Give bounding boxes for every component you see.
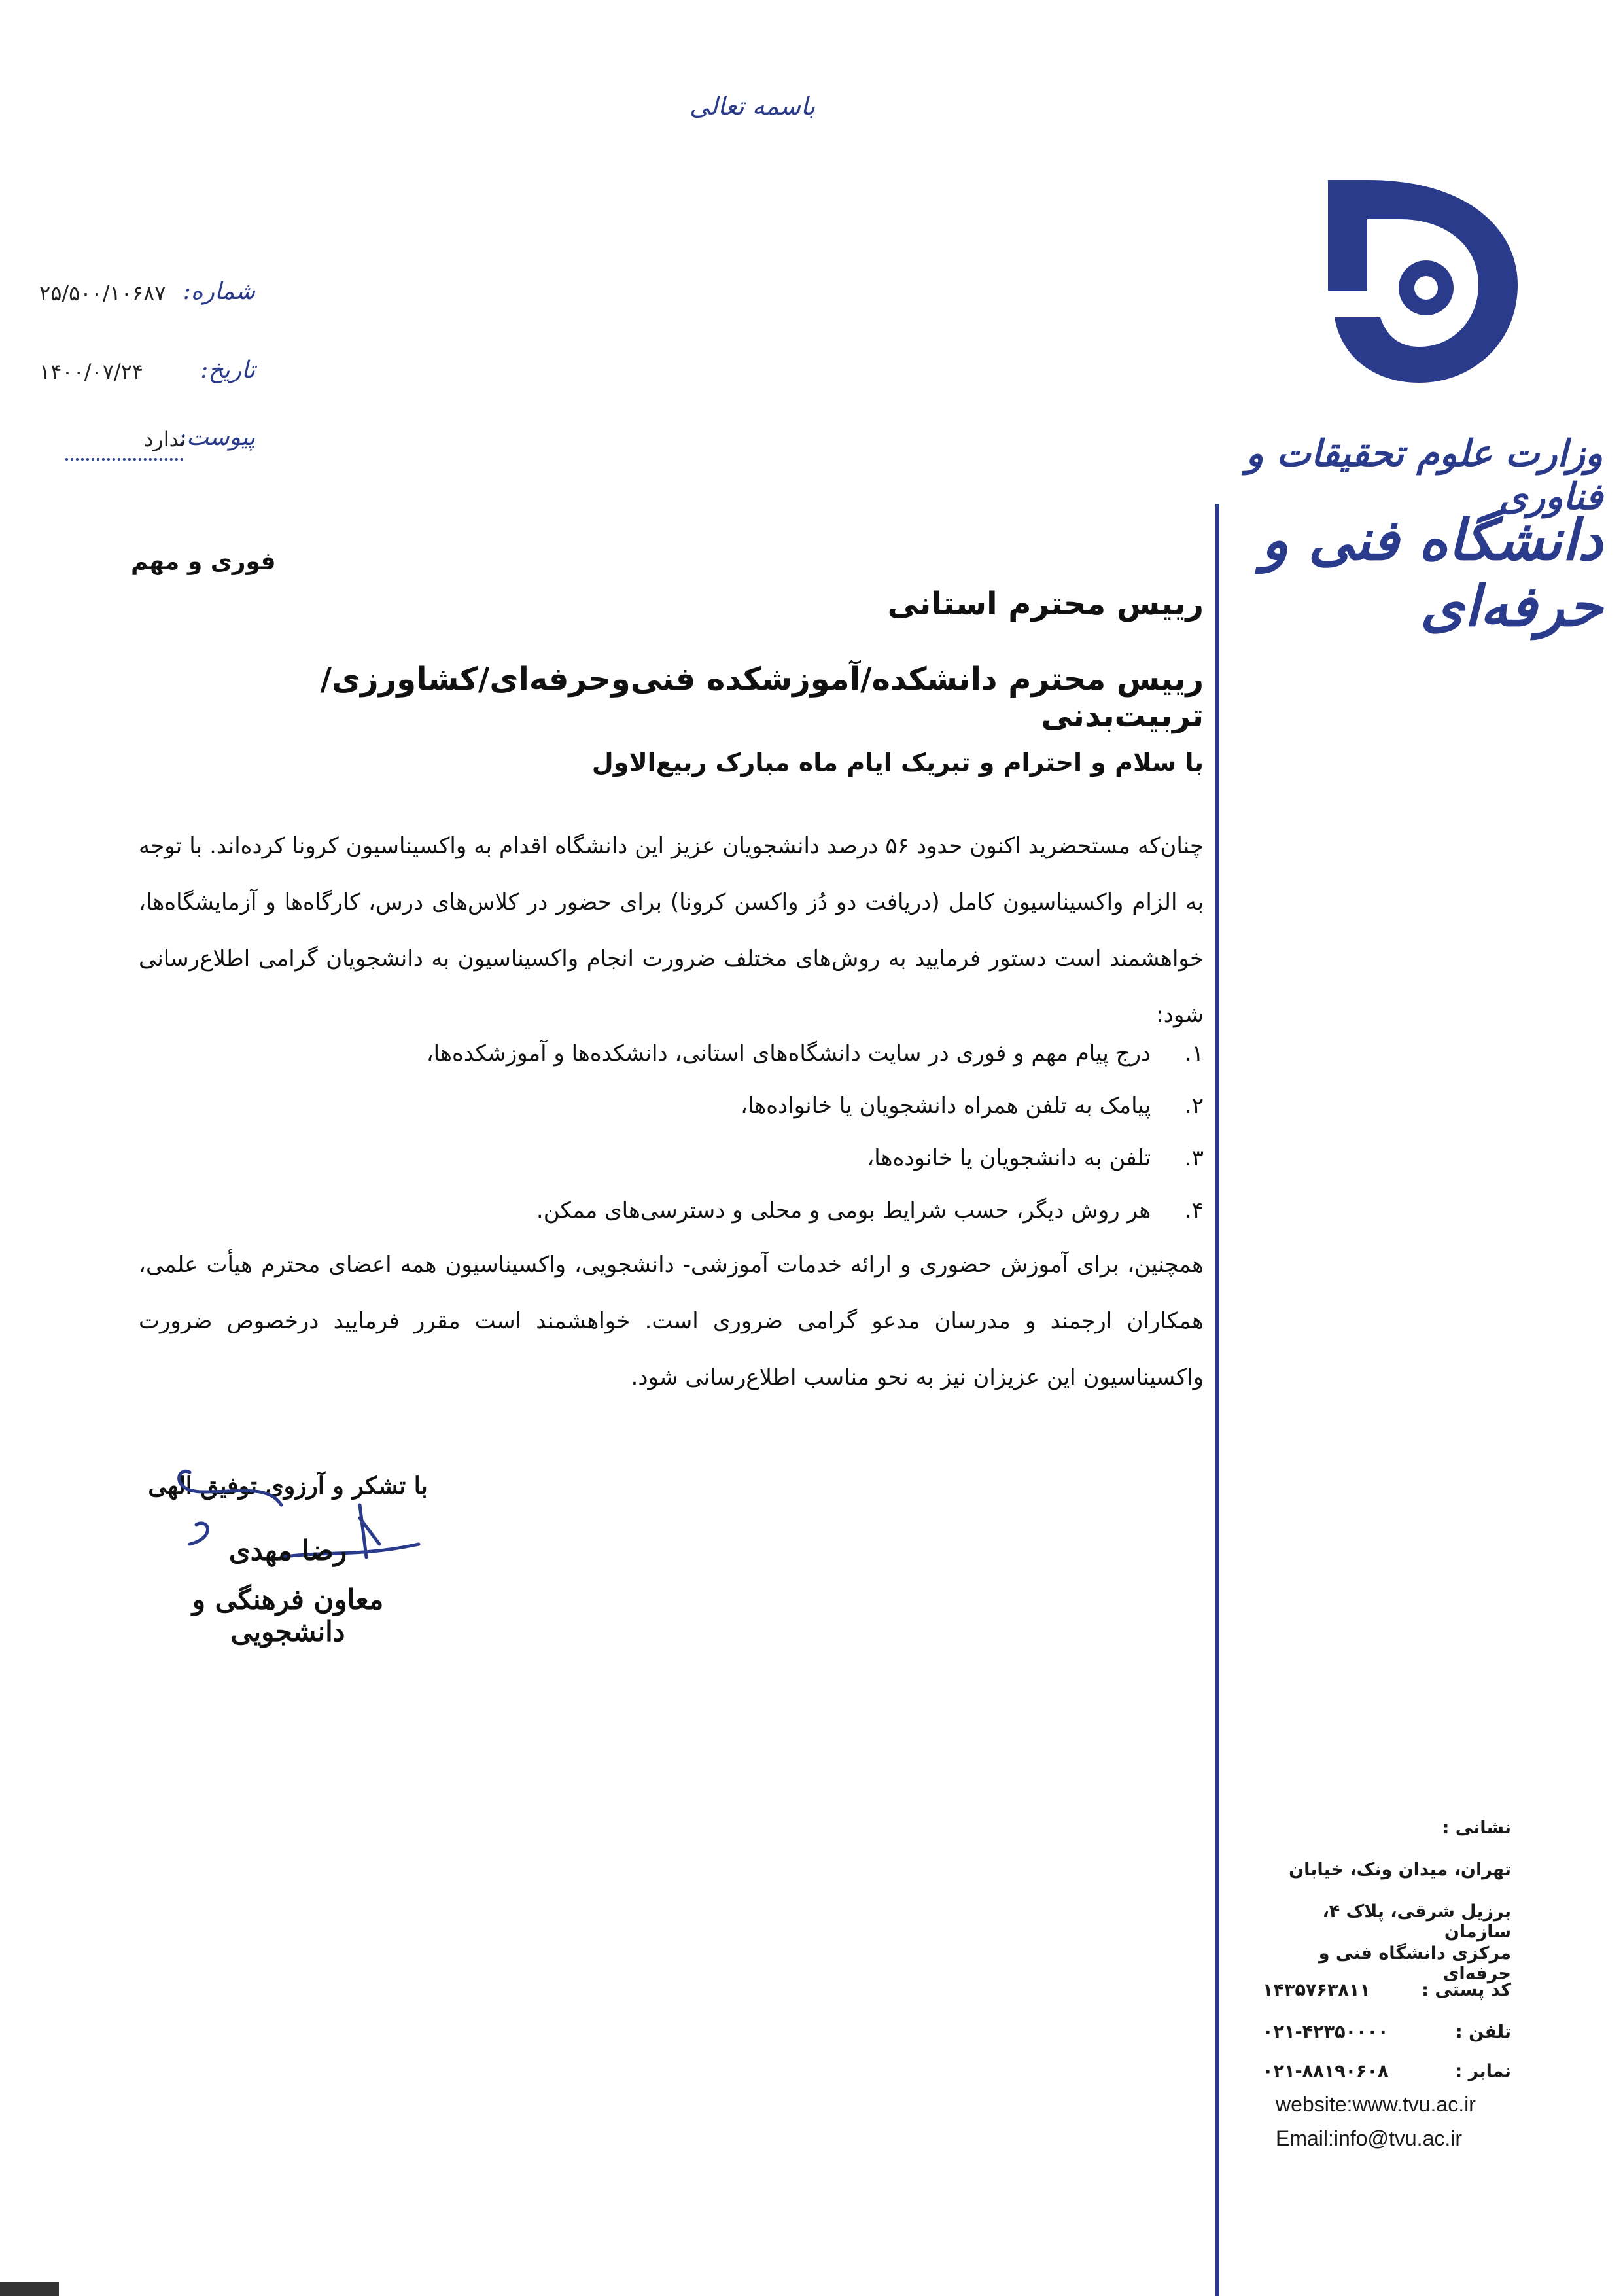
fax-label: نمابر : <box>1455 2061 1511 2081</box>
postal-value: ۱۴۳۵۷۶۳۸۱۱ <box>1263 1980 1370 2000</box>
closing-line: با تشکر و آرزوی توفیق الهی <box>148 1472 428 1500</box>
fax-row <box>1263 2061 1511 2087</box>
list-item-text: پیامک به تلفن همراه دانشجویان یا خانواده‌ها، <box>740 1093 1151 1119</box>
number-value: ۲۵/۵۰۰/۱۰۶۸۷ <box>39 281 166 306</box>
paragraph-faculty-vaccination: همچنین، برای آموزش حضوری و ارائه خدمات آموزشی- دانشجویی، واکسیناسیون همه اعضای محترم هیأت علمی، همکاران ارجمند و مدرسان مدعو گرامی ضروری است. خواهشمند است مقرر فرمایید درخصوص ضرورت واکسیناسیون این عزیزان نیز به نحو مناسب اطلاع‌رسانی شود. <box>139 1252 1204 1390</box>
phone-label: تلفن : <box>1455 2022 1511 2042</box>
signatory-name: رضا مهدی <box>228 1534 347 1566</box>
list-item-text: هر روش دیگر، حسب شرایط بومی و محلی و دسترسی‌های ممکن. <box>536 1197 1151 1224</box>
letter-date-row <box>39 357 255 396</box>
address-label: نشانی : <box>1442 1818 1511 1838</box>
letter-attachment-row <box>39 424 255 463</box>
postal-code-row <box>1263 1980 1511 2006</box>
letter-number-row <box>39 278 255 317</box>
list-item-number: ۴. <box>1184 1197 1204 1224</box>
list-item <box>262 1132 1204 1184</box>
list-item-text: تلفن به دانشجویان یا خانوده‌ها، <box>867 1145 1151 1171</box>
number-label: شماره: <box>183 278 255 305</box>
list-item-number: ۲. <box>1184 1093 1204 1119</box>
list-item <box>262 1027 1204 1080</box>
recipient-faculties: رییس محترم دانشکده/آموزشکده فنی‌وحرفه‌ای/کشاورزی/تربیت‌بدنی <box>320 661 1204 734</box>
address-line-3: مرکزی دانشگاه فنی و حرفه‌ای <box>1318 1943 1511 1984</box>
phone-row <box>1263 2022 1511 2048</box>
signatory-title: معاون فرهنگی و دانشجویی <box>192 1583 384 1648</box>
address-line-2: برزیل شرقی، پلاک ۴، سازمان <box>1322 1901 1511 1942</box>
list-item <box>262 1080 1204 1132</box>
list-item <box>262 1184 1204 1237</box>
list-item-number: ۱. <box>1184 1040 1204 1067</box>
recipient-provincial: رییس محترم استانی <box>887 586 1204 622</box>
postal-label: کد پستی : <box>1422 1980 1511 2000</box>
list-item-text: درج پیام مهم و فوری در سایت دانشگاه‌های استانی، دانشکده‌ها و آموزشکده‌ها، <box>426 1040 1151 1067</box>
list-item-number: ۳. <box>1184 1145 1204 1171</box>
ministry-name: وزارت علوم تحقیقات و فناوری <box>1246 432 1603 518</box>
university-logo <box>1302 160 1537 396</box>
date-label: تاریخ: <box>200 357 255 383</box>
basmala: باسمه تعالی <box>689 92 816 120</box>
paragraph-vaccination: چنان‌که مستحضرید اکنون حدود ۵۶ درصد دانشجویان عزیز این دانشگاه اقدام به واکسیناسیون کرونا کرده‌اند. با توجه به الزام واکسیناسیون کامل (دریافت دو دُز واکسن کرونا) برای حضور در کلاس‌های درس، کارگاه‌ها و آزمایشگاه‌ها، خواهشمند است دستور فرمایید به روش‌های مختلف ضرورت انجام واکسیناسیون به دانشجویان گرامی اطلاع‌رسانی شود: <box>139 833 1204 1028</box>
attachment-label: پیوست: <box>178 424 255 451</box>
phone-value: ۰۲۱-۴۲۳۵۰۰۰۰ <box>1263 2022 1389 2042</box>
dotted-line <box>65 458 183 461</box>
greeting: با سلام و احترام و تبریک ایام ماه مبارک ربیع‌الاول <box>591 748 1204 777</box>
priority-label: فوری و مهم <box>131 548 276 575</box>
date-value: ۱۴۰۰/۰۷/۲۴ <box>39 359 144 384</box>
website-link[interactable]: website:www.tvu.ac.ir <box>1276 2093 1476 2116</box>
address-line-1: تهران، میدان ونک، خیابان <box>1289 1860 1511 1880</box>
university-name: دانشگاه فنی و حرفه‌ای <box>1261 507 1603 639</box>
attachment-value: ندارد <box>144 427 186 451</box>
footer-mark <box>0 2282 59 2296</box>
email-link[interactable]: Email:info@tvu.ac.ir <box>1276 2127 1463 2150</box>
fax-value: ۰۲۱-۸۸۱۹۰۶۰۸ <box>1263 2061 1389 2081</box>
vertical-divider <box>1215 504 1219 2296</box>
